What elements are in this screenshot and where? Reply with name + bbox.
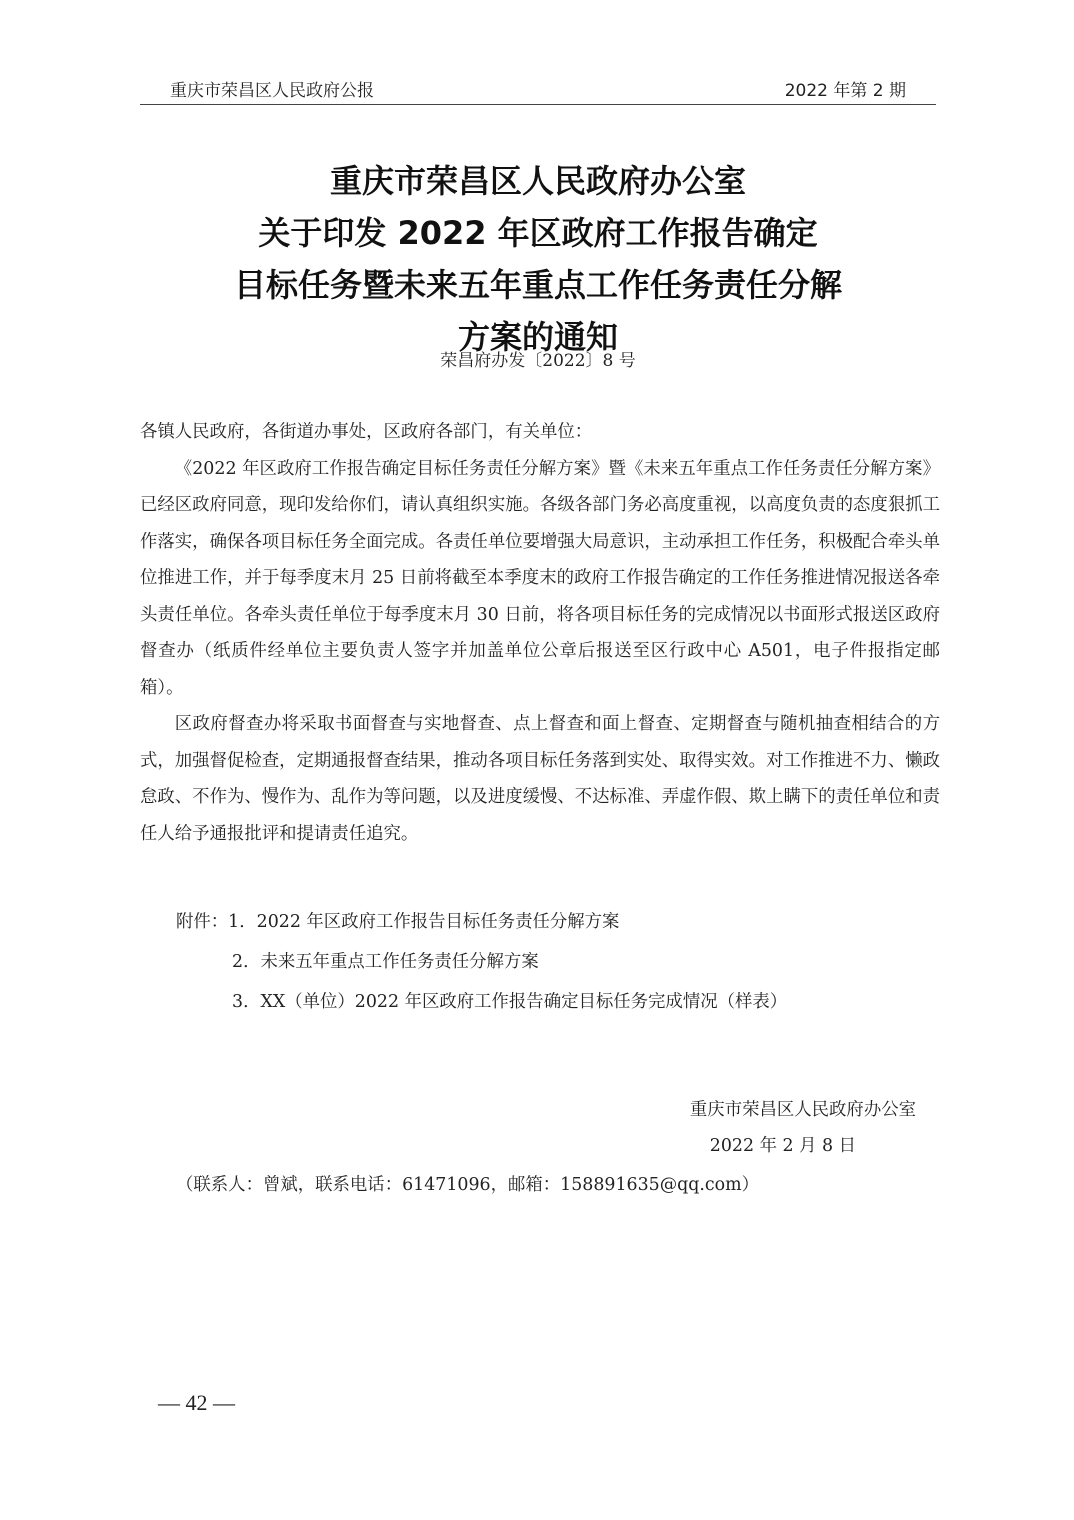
body-paragraph: 区政府督查办将采取书面督查与实地督查、点上督查和面上督查、定期督查与随机抽查相结合的方式，加强督促检查，定期通报督查结果，推动各项目标任务落到实处、取得实效。对工作推进不力、懒政怠政、不作为、慢作为、乱作为等问题，以及进度缓慢、不达标准、弄虚作假、欺上瞒下的责任单位和责任人给予通报批评和提请责任追究。 [140, 714, 940, 844]
attachment-item: 3．XX（单位）2022 年区政府工作报告确定目标任务完成情况（样表） [232, 992, 788, 1012]
page-header [140, 70, 936, 105]
attachments-list [140, 902, 936, 1022]
issuer-name: 重庆市荣昌区人民政府办公室 [689, 1100, 916, 1120]
page-number: — 42 — [158, 1390, 235, 1415]
contact-info: （联系人：曾斌，联系电话：61471096，邮箱：158891635@qq.com） [176, 1175, 760, 1195]
attachment-item: 2．未来五年重点工作任务责任分解方案 [232, 952, 539, 972]
signature-block [690, 1092, 916, 1164]
publication-name: 重庆市荣昌区人民政府公报 [170, 81, 374, 101]
body-paragraph: 《2022 年区政府工作报告确定目标任务责任分解方案》暨《未来五年重点工作任务责任分解方案》已经区政府同意，现印发给你们，请认真组织实施。各级各部门务必高度重视，以高度负责的态度狠抓工作落实，确保各项目标任务全面完成。各责任单位要增强大局意识，主动承担工作任务，积极配合牵头单位推进工作，并于每季度末月 25 日前将截至本季度末的政府工作报告确定的工作任务推进情况报送各牵头责任单位。各牵头责任单位于每季度末月 30 日前，将各项目标任务的完成情况以书面形式报送区政府督查办（纸质件经单位主要负责人签字并加盖单位公章后报送至区行政中心 A501，电子件报指定邮箱）。 [140, 458, 940, 698]
issue-number: 2022 年第 2 期 [784, 81, 906, 101]
title-line: 方案的通知 [457, 318, 618, 356]
title-line: 目标任务暨未来五年重点工作任务责任分解 [233, 266, 842, 304]
issue-date: 2022 年 2 月 8 日 [709, 1136, 856, 1156]
document-body [140, 414, 940, 852]
attachment-item: 附件：1．2022 年区政府工作报告目标任务责任分解方案 [176, 912, 620, 932]
document-title [140, 155, 936, 363]
title-line: 重庆市荣昌区人民政府办公室 [329, 162, 746, 200]
document-number: 荣昌府办发〔2022〕8 号 [440, 351, 636, 371]
title-line: 关于印发 2022 年区政府工作报告确定 [258, 214, 818, 252]
salutation: 各镇人民政府，各街道办事处，区政府各部门，有关单位： [140, 422, 593, 442]
